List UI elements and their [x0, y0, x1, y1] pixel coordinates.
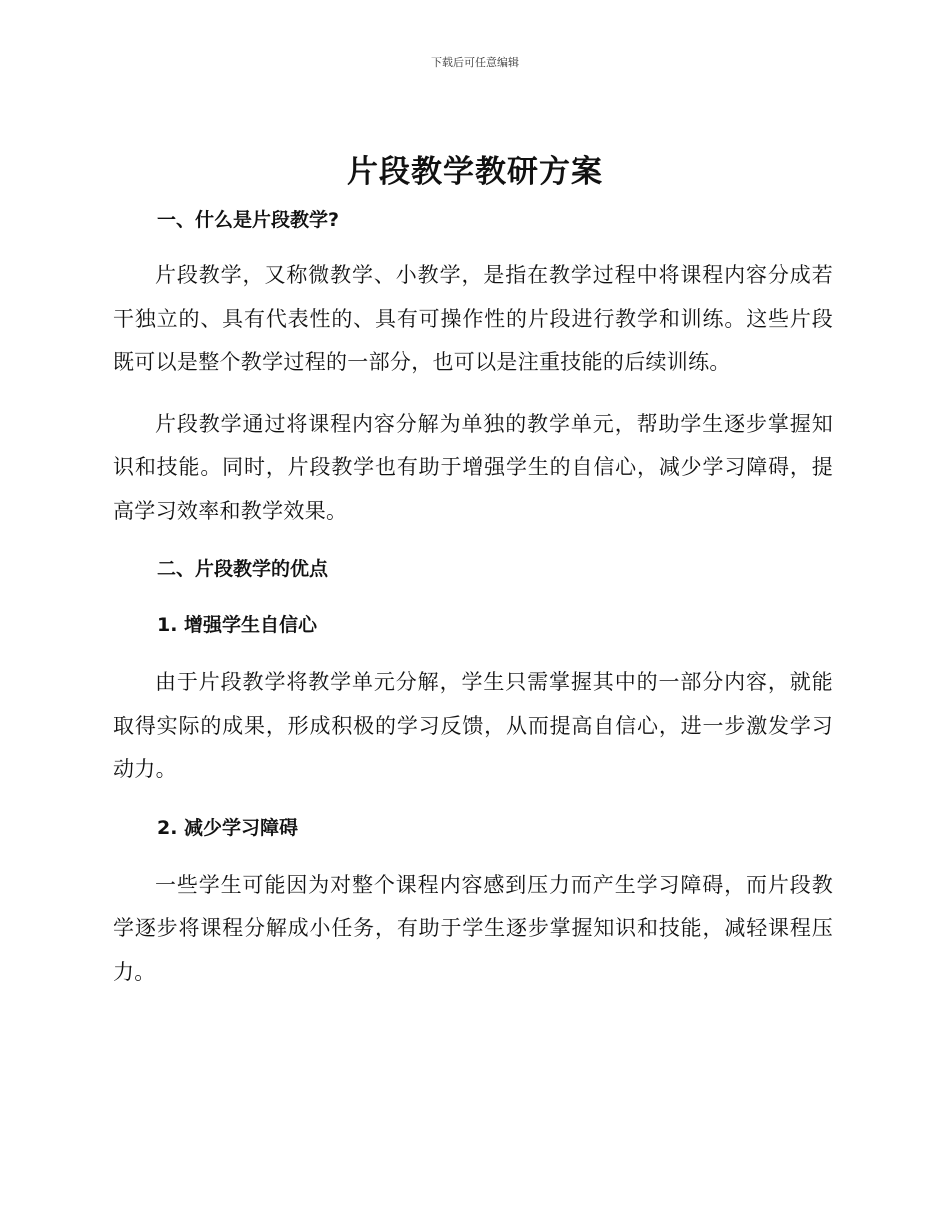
paragraph-benefit-overview: 片段教学通过将课程内容分解为单独的教学单元，帮助学生逐步掌握知识和技能。同时，片段教学也有助于增强学生的自信心，减少学习障碍，提高学习效率和教学效果。 [113, 411, 833, 523]
subheading-reduce-obstacles: 2. 减少学习障碍 [157, 816, 299, 839]
document-body [113, 204, 833, 994]
subheading-confidence: 1. 增强学生自信心 [157, 614, 318, 636]
section-heading-what-is: 一、什么是片段教学? [157, 209, 340, 231]
paragraph-reduce-obstacles: 一些学生可能因为对整个课程内容感到压力而产生学习障碍，而片段教学逐步将课程分解成小任务，有助于学生逐步掌握知识和技能，减轻课程压力。 [113, 872, 833, 984]
paragraph-confidence: 由于片段教学将教学单元分解，学生只需掌握其中的一部分内容，就能取得实际的成果，形成积极的学习反馈，从而提高自信心，进一步激发学习动力。 [113, 670, 833, 781]
paragraph-definition: 片段教学，又称微教学、小教学，是指在教学过程中将课程内容分成若干独立的、具有代表性的、具有可操作性的片段进行教学和训练。这些片段既可以是整个教学过程的一部分，也可以是注重技能的后续训练。 [113, 263, 833, 374]
header-note: 下载后可任意编辑 [431, 56, 519, 69]
section-heading-advantages: 二、片段教学的优点 [157, 558, 329, 580]
document-title: 片段教学教研方案 [347, 154, 603, 190]
